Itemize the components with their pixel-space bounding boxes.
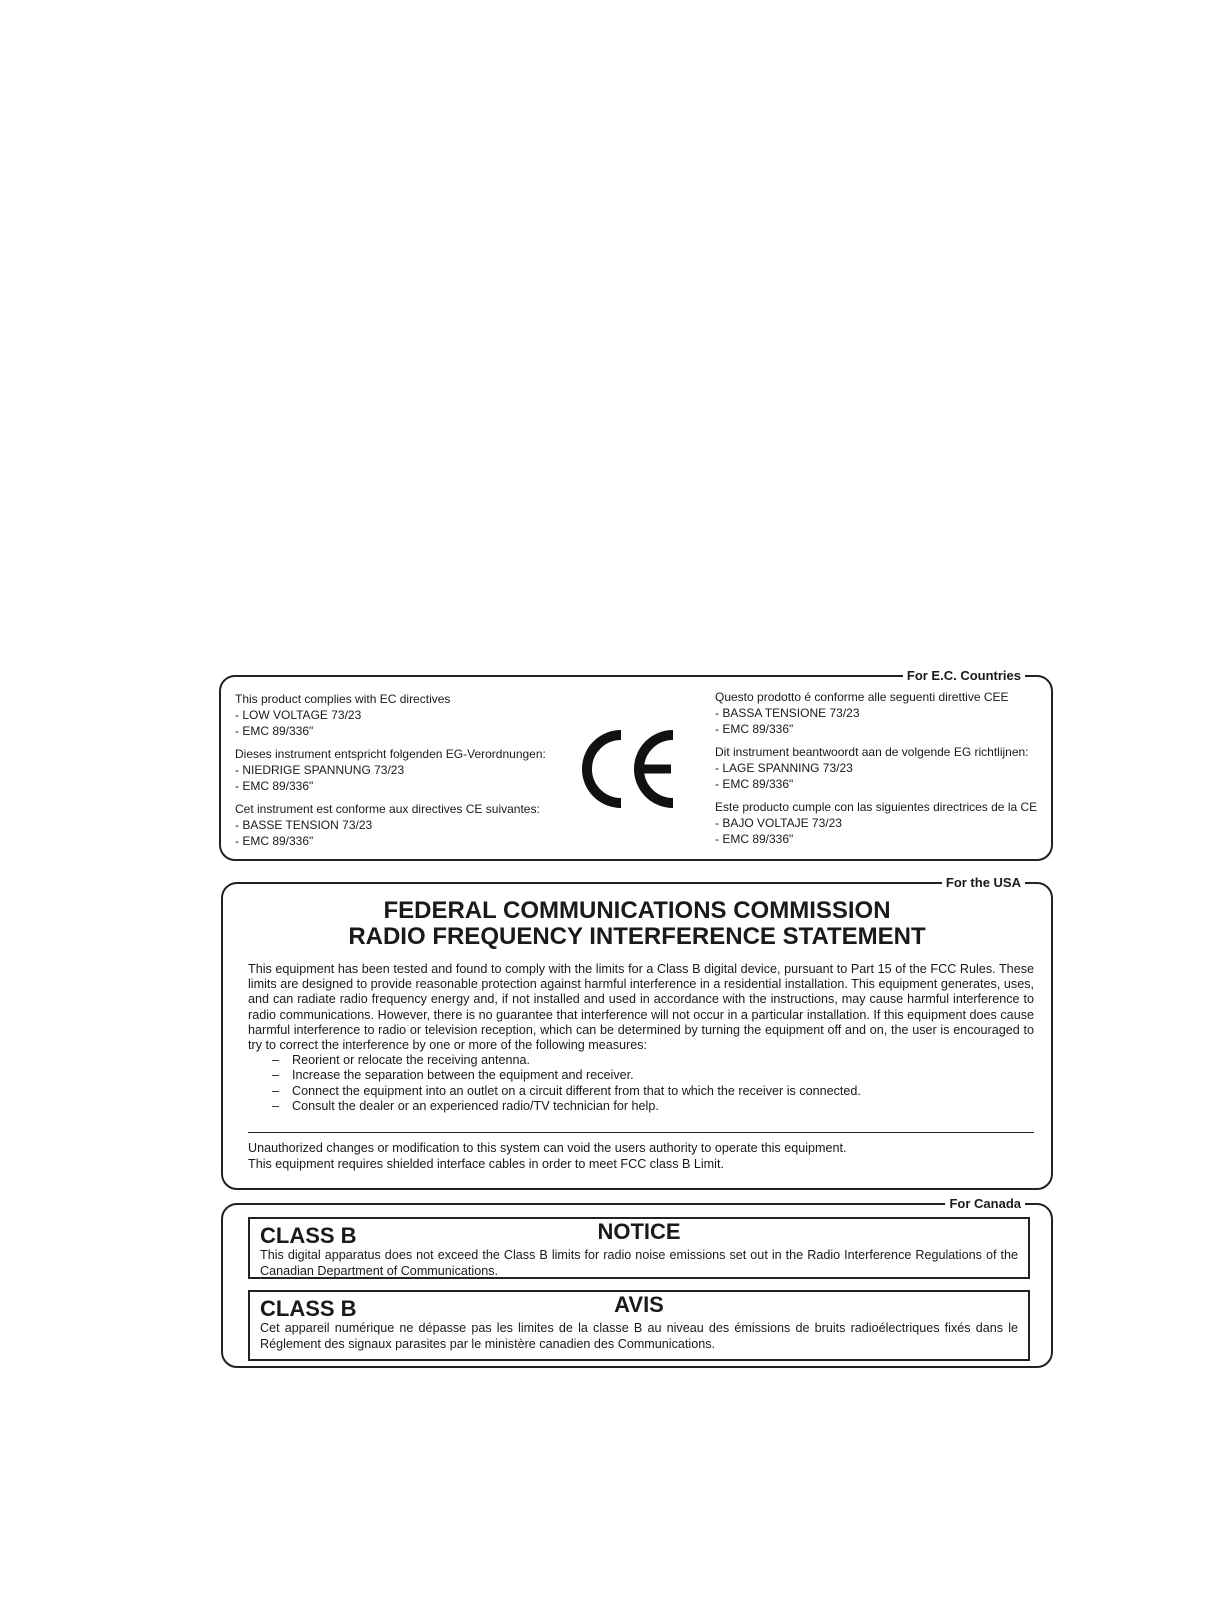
ec-text-line: This product complies with EC directives (235, 692, 451, 706)
fcc-footer (248, 1141, 1034, 1172)
ec-text-line: - EMC 89/336" (715, 722, 794, 736)
ec-text-line: - BAJO VOLTAJE 73/23 (715, 816, 842, 830)
ec-directive-group (235, 746, 575, 794)
fcc-body (248, 962, 1034, 1114)
ec-text-line: - EMC 89/336" (235, 834, 314, 848)
ec-text-line: - NIEDRIGE SPANNUNG 73/23 (235, 763, 405, 777)
ec-directive-group (715, 744, 1045, 792)
list-item: – Consult the dealer or an experienced radio/TV technician for help. (272, 1099, 1034, 1114)
notice-heading: NOTICE (597, 1219, 681, 1244)
ec-text-line: Dieses instrument entspricht folgenden EG-Verordnungen: (235, 747, 546, 761)
divider (248, 1132, 1034, 1133)
class-b-label: CLASS B (260, 1296, 357, 1321)
ec-text-line: - LOW VOLTAGE 73/23 (235, 708, 362, 722)
ec-text-line: - EMC 89/336" (235, 779, 314, 793)
fcc-footer-line-2: This equipment requires shielded interface cables in order to meet FCC class B Limit. (248, 1156, 724, 1171)
ec-text-line: Questo prodotto é conforme alle seguenti direttive CEE (715, 690, 1009, 704)
ec-compliance-box (219, 668, 1053, 861)
ec-text-line: - EMC 89/336" (235, 724, 314, 738)
fcc-statement-box (221, 875, 1053, 1190)
ec-text-line: Cet instrument est conforme aux directives CE suivantes: (235, 802, 540, 816)
avis-text: Cet appareil numérique ne dépasse pas les limites de la classe B au niveau des émissions de bruits radioélectriques fixés dans le Réglement des signaux parasites par le ministère canadien des Communications. (260, 1321, 1018, 1351)
ec-text-line: Dit instrument beantwoordt aan de volgende EG richtlijnen: (715, 745, 1029, 759)
canada-notice-french (248, 1290, 1030, 1361)
fcc-measures-list (248, 1053, 1034, 1114)
avis-heading: AVIS (614, 1292, 664, 1317)
canada-section-tag: For Canada (945, 1195, 1025, 1213)
ec-section-tag: For E.C. Countries (903, 667, 1025, 685)
fcc-title-line-1: FEDERAL COMMUNICATIONS COMMISSION (383, 897, 891, 924)
ec-text-line: - LAGE SPANNING 73/23 (715, 761, 853, 775)
ec-directive-group (235, 691, 575, 739)
list-item: – Increase the separation between the equipment and receiver. (272, 1068, 1034, 1083)
ec-left-column (235, 691, 575, 856)
fcc-footer-line-1: Unauthorized changes or modification to this system can void the users authority to operate this equipment. (248, 1141, 847, 1155)
fcc-title (223, 898, 1051, 950)
list-item: – Connect the equipment into an outlet on a circuit different from that to which the receiver is connected. (272, 1084, 1034, 1099)
canada-notice-english (248, 1217, 1030, 1279)
ec-right-column (715, 689, 1045, 854)
class-b-label: CLASS B (260, 1223, 357, 1248)
ec-directive-group (235, 801, 575, 849)
ec-text-line: - EMC 89/336" (715, 832, 794, 846)
canada-notice-box (221, 1196, 1053, 1368)
usa-section-tag: For the USA (942, 874, 1025, 892)
list-item: – Reorient or relocate the receiving antenna. (272, 1053, 1034, 1068)
ec-text-line: - BASSE TENSION 73/23 (235, 818, 373, 832)
notice-text: This digital apparatus does not exceed the Class B limits for radio noise emissions set out in the Radio Interference Regulations of the Canadian Department of Communications. (260, 1248, 1018, 1278)
ce-mark-icon (581, 729, 681, 809)
ec-directive-group (715, 689, 1045, 737)
ec-text-line: - EMC 89/336" (715, 777, 794, 791)
fcc-title-line-2: RADIO FREQUENCY INTERFERENCE STATEMENT (348, 923, 926, 950)
ec-directive-group (715, 799, 1045, 847)
fcc-paragraph: This equipment has been tested and found to comply with the limits for a Class B digital device, pursuant to Part 15 of the FCC Rules. These limits are designed to provide reasonable protection against harmful interference in a residential installation. This equipment generates, uses, and can radiate radio frequency energy and, if not installed and used in accordance with the instructions, may cause harmful interference to radio communications. However, there is no guarantee that interference will not occur in a particular installation. If this equipment does cause harmful interference to radio or television reception, which can be determined by turning the equipment off and on, the user is encouraged to try to correct the interference by one or more of the following measures: (248, 962, 1034, 1053)
ec-text-line: - BASSA TENSIONE 73/23 (715, 706, 860, 720)
ec-text-line: Este producto cumple con las siguientes directrices de la CE (715, 800, 1038, 814)
